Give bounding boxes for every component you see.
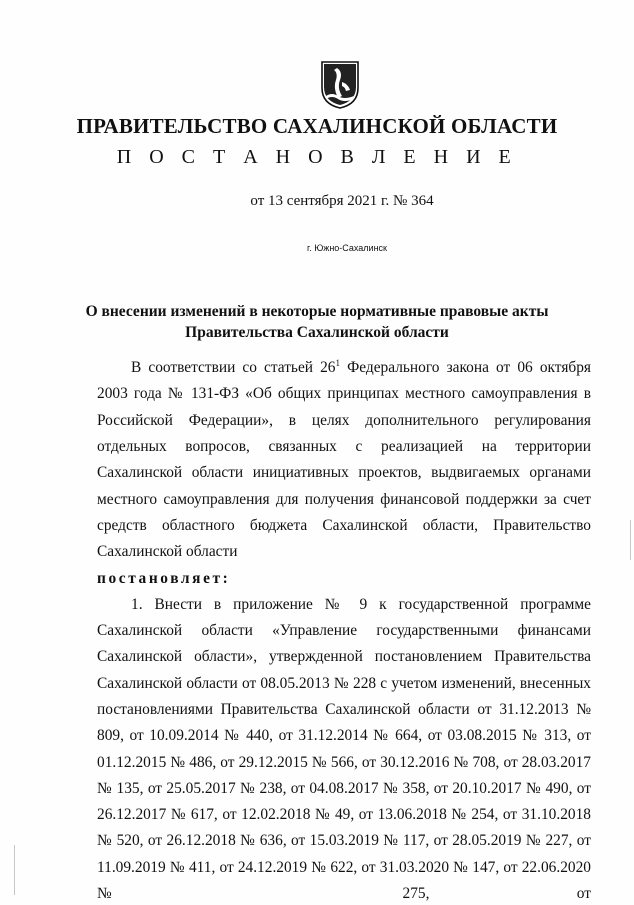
resolves-word: постановляет: <box>97 569 231 587</box>
sakhalin-coat-of-arms-icon <box>318 58 362 110</box>
subject-line-1: О внесении изменений в некоторые нормативные правовые акты <box>85 303 549 320</box>
document-date-number: от 13 сентября 2021 г. № 364 <box>250 193 434 209</box>
document-type: П О С Т А Н О В Л Е Н И Е <box>116 146 518 168</box>
document-subject <box>0 301 634 343</box>
preamble-text-start: В соответствии со статьей 26 <box>131 359 336 377</box>
paragraph-resolves <box>97 566 591 592</box>
article-superscript: 1 <box>335 358 341 368</box>
document-body <box>97 350 591 905</box>
scan-artifact <box>630 520 631 560</box>
paragraph-preamble <box>97 350 591 566</box>
organization-title: ПРАВИТЕЛЬСТВО САХАЛИНСКОЙ ОБЛАСТИ <box>76 114 558 138</box>
subject-line-2: Правительства Сахалинской области <box>185 324 449 341</box>
preamble-text-end: Федерального закона от 06 октября 2003 года № 131-ФЗ «Об общих принципах местного самоуправления в Российской Федерации», в целях дополнительного регулирования отдельных вопросов, связанных с реализацией на территории Сахалинской области инициативных проектов, выдвигаемых органами местного самоуправления для получения финансовой поддержки за счет средств областного бюджета Сахалинской области, Правительство Сахалинской области <box>97 359 591 561</box>
document-city: г. Южно-Сахалинск <box>307 243 387 253</box>
scan-artifact <box>14 845 15 895</box>
paragraph-item-1: 1. Внести в приложение № 9 к государственной программе Сахалинской области «Управление государственными финансами Сахалинской области», утвержденной постановлением Правительства Сахалинской области от 08.05.2013 № 228 с учетом изменений, внесенных постановлениями Правительства Сахалинской области от 31.12.2013 № 809, от 10.09.2014 № 440, от 31.12.2014 № 664, от 03.08.2015 № 313, от 01.12.2015 № 486, от 29.12.2015 № 566, от 30.12.2016 № 708, от 28.03.2017 № 135, от 25.05.2017 № 238, от 04.08.2017 № 358, от 20.10.2017 № 490, от 26.12.2017 № 617, от 12.02.2018 № 49, от 13.06.2018 № 254, от 31.10.2018 № 520, от 26.12.2018 № 636, от 15.03.2019 № 117, от 28.05.2019 № 227, от 11.09.2019 № 411, от 24.12.2019 № 622, от 31.03.2020 № 147, от 22.06.2020 № 275, от <box>97 595 591 903</box>
